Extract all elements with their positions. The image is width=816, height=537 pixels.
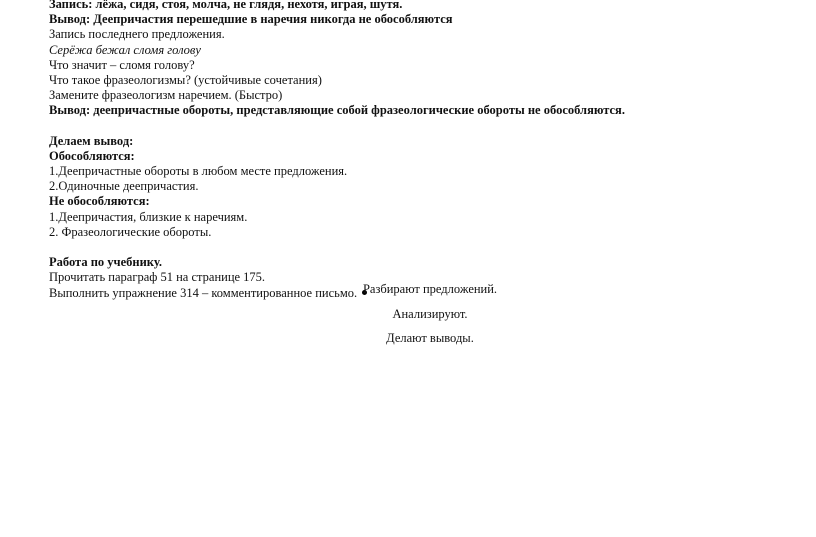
student-activity-column	[330, 282, 530, 356]
textbook-heading: Работа по учебнику.	[49, 255, 162, 270]
example-sentence: Серёжа бежал сломя голову	[49, 42, 201, 57]
student-activity-item: Разбирают предложений.	[362, 282, 498, 296]
not-isolated-item: 1.Деепричастия, близкие к наречиям.	[49, 209, 248, 224]
conclusion-adverbs: Вывод: Деепричастия перешедшие в наречия никогда не обособляются	[49, 12, 453, 27]
isolated-heading: Обособляются:	[49, 148, 135, 163]
spacer	[49, 119, 769, 134]
read-task: Прочитать параграф 51 на странице 175.	[49, 270, 266, 285]
student-activity-item: Анализируют.	[392, 306, 468, 321]
conclusion-phraseologisms: Вывод: деепричастные обороты, представляющие собой фразеологические обороты не обособляются.	[49, 103, 625, 118]
spacer	[49, 240, 769, 255]
summary-heading: Делаем вывод:	[49, 133, 134, 148]
question-phraseologisms: Что такое фразеологизмы? (устойчивые сочетания)	[49, 72, 322, 87]
teacher-activity-column	[49, 0, 769, 301]
not-isolated-item: 2. Фразеологические обороты.	[49, 224, 212, 239]
record-last-sentence: Запись последнего предложения.	[49, 27, 225, 42]
isolated-item: 1.Деепричастные обороты в любом месте предложения.	[49, 164, 348, 179]
record-line: Запись: лёжа, сидя, стоя, молча, не глядя, нехотя, играя, шутя.	[49, 0, 403, 11]
isolated-item: 2.Одиночные деепричастия.	[49, 179, 199, 194]
task-replace: Замените фразеологизм наречием. (Быстро)	[49, 88, 283, 103]
exercise-task: Выполнить упражнение 314 – комментированное письмо.	[49, 285, 358, 300]
not-isolated-heading: Не обособляются:	[49, 194, 150, 209]
student-activity-item: Делают выводы.	[386, 331, 474, 345]
question-meaning: Что значит – сломя голову?	[49, 57, 195, 72]
